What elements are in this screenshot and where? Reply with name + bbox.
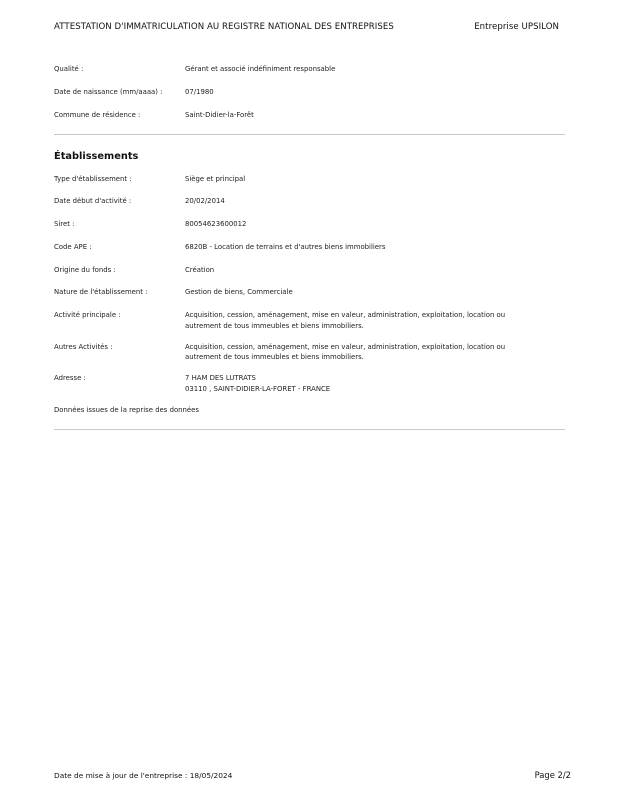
field-value: Saint-Didier-la-Forêt (185, 110, 254, 119)
field-label: Autres Activités : (54, 342, 113, 351)
section-title: Établissements (54, 150, 139, 162)
info-row-code-ape (54, 242, 565, 253)
field-label: Origine du fonds : (54, 265, 116, 274)
field-value: 7 HAM DES LUTRATS 03110 , SAINT-DIDIER-LA-FORET - FRANCE (185, 374, 331, 393)
header-company-name: Entreprise UPSILON (474, 22, 559, 32)
info-row-type-etablissement (54, 174, 565, 185)
page-footer (54, 768, 571, 782)
field-label: Code APE : (54, 242, 92, 251)
page-header (54, 20, 559, 34)
field-label: Date début d'activité : (54, 197, 132, 206)
field-value: Gestion de biens, Commerciale (185, 288, 293, 297)
info-row-autres-activites (54, 342, 565, 363)
info-row-activite-principale (54, 310, 565, 331)
data-source-note: Données issues de la reprise des données (54, 406, 199, 415)
field-label: Type d'établissement : (54, 174, 132, 183)
field-value: Création (185, 265, 215, 274)
field-label: Date de naissance (mm/aaaa) : (54, 87, 163, 96)
field-label: Qualité : (54, 65, 84, 73)
page-number: Page 2/2 (534, 770, 571, 780)
field-value: 20/02/2014 (185, 197, 225, 206)
person-info-section (54, 64, 565, 121)
field-label: Siret : (54, 220, 75, 229)
info-row-qualite (54, 64, 565, 75)
field-value: Acquisition, cession, aménagement, mise en valeur, administration, exploitation, location ou autrement de tous immeubles et biens immobiliers. (185, 311, 506, 330)
field-value: 80054623600012 (185, 220, 247, 229)
section-divider (54, 134, 565, 135)
info-row-date-debut (54, 196, 565, 207)
field-value: Acquisition, cession, aménagement, mise en valeur, administration, exploitation, location ou autrement de tous immeubles et biens immobiliers. (185, 342, 506, 362)
field-value: Siège et principal (185, 174, 246, 183)
field-value: 6820B - Location de terrains et d'autres biens immobiliers (185, 242, 386, 251)
establishments-section (54, 150, 565, 416)
field-label: Nature de l'établissement : (54, 288, 148, 297)
header-title: ATTESTATION D'IMMATRICULATION AU REGISTRE NATIONAL DES ENTREPRISES (54, 22, 394, 32)
info-row-commune (54, 110, 565, 121)
info-row-origine-fonds (54, 265, 565, 276)
info-row-nature-etablissement (54, 287, 565, 298)
info-row-date-naissance (54, 87, 565, 98)
field-value: Gérant et associé indéfiniment responsable (185, 65, 336, 73)
field-label: Commune de résidence : (54, 110, 141, 119)
info-row-siret (54, 219, 565, 230)
document-content (54, 64, 565, 430)
field-value: 07/1980 (185, 87, 214, 96)
section-divider (54, 429, 565, 430)
info-row-adresse (54, 373, 565, 394)
field-label: Activité principale : (54, 311, 121, 320)
footer-update-date: Date de mise à jour de l'entreprise : 18/05/2024 (54, 770, 233, 780)
field-label: Adresse : (54, 374, 86, 383)
